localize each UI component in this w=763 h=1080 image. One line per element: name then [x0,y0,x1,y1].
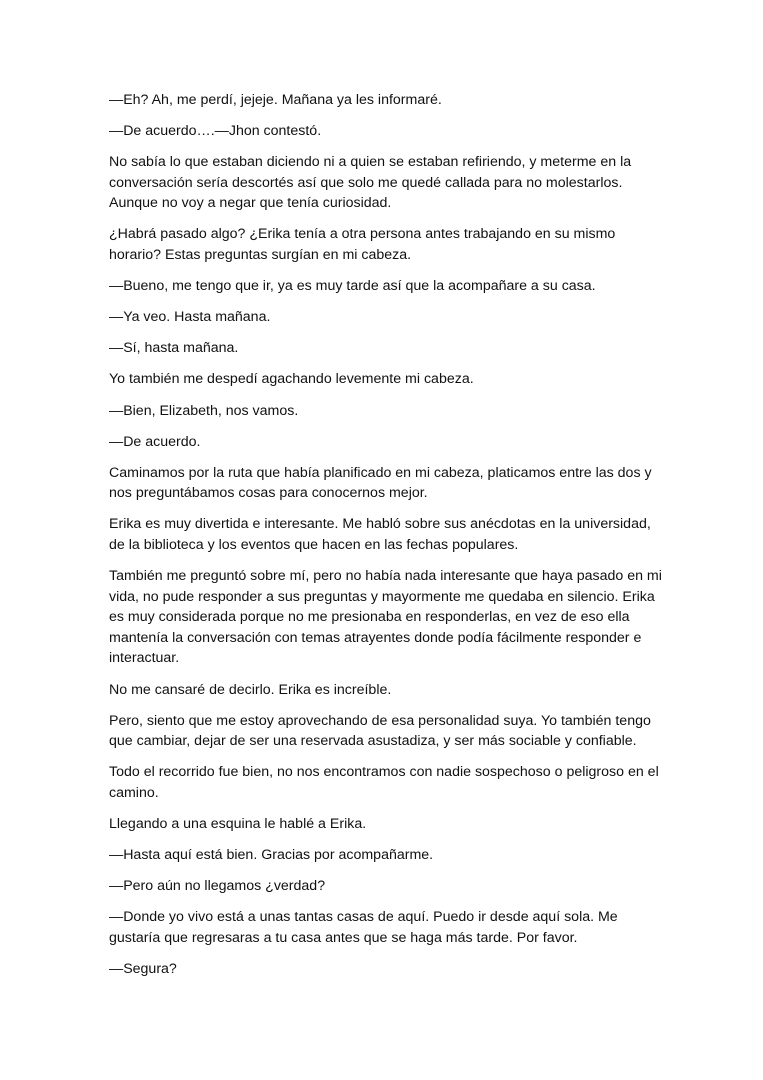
document-body [109,90,669,990]
paragraph-3: No sabía lo que estaban diciendo ni a quien se estaban refiriendo, y meterme en la conversación sería descortés así que solo me quedé callada para no molestarlos. Aunque no voy a negar que tenía curiosidad. [109,154,632,212]
paragraph-4: ¿Habrá pasado algo? ¿Erika tenía a otra persona antes trabajando en su mismo horario? Estas preguntas surgían en mi cabeza. [109,226,616,264]
paragraph-8: Yo también me despedí agachando levemente mi cabeza. [109,371,474,388]
paragraph-2: —De acuerdo….—Jhon contestó. [109,123,322,140]
paragraph-17: Llegando a una esquina le hablé a Erika. [109,816,367,833]
paragraph-13: También me preguntó sobre mí, pero no había nada interesante que haya pasado en mi vida, no pude responder a sus preguntas y mayormente me quedaba en silencio. Erika es muy considerada porque no me presionaba en responderlas, en vez de eso ella mantenía la conversación con temas atrayentes donde podía fácilmente responder e interactuar. [109,568,662,667]
paragraph-7: —Sí, hasta mañana. [109,340,239,357]
paragraph-10: —De acuerdo. [109,433,201,450]
paragraph-14: No me cansaré de decirlo. Erika es increíble. [109,681,392,698]
paragraph-11: Caminamos por la ruta que había planificado en mi cabeza, platicamos entre las dos y nos preguntábamos cosas para conocernos mejor. [109,464,652,502]
paragraph-15: Pero, siento que me estoy aprovechando de esa personalidad suya. Yo también tengo que cambiar, dejar de ser una reservada asustadiza, y ser más sociable y confiable. [109,712,651,750]
paragraph-16: Todo el recorrido fue bien, no nos encontramos con nadie sospechoso o peligroso en el camino. [109,764,659,801]
paragraph-18: —Hasta aquí está bien. Gracias por acompañarme. [109,847,434,864]
paragraph-1: —Eh? Ah, me perdí, jejeje. Mañana ya les informaré. [109,92,442,108]
paragraph-19: —Pero aún no llegamos ¿verdad? [109,878,326,895]
paragraph-9: —Bien, Elizabeth, nos vamos. [109,402,299,419]
paragraph-5: —Bueno, me tengo que ir, ya es muy tarde así que la acompañare a su casa. [109,278,596,295]
paragraph-12: Erika es muy divertida e interesante. Me habló sobre sus anécdotas en la universidad, de la biblioteca y los eventos que hacen en las fechas populares. [109,516,651,553]
paragraph-20: —Donde yo vivo está a unas tantas casas de aquí. Puedo ir desde aquí sola. Me gustaría que regresaras a tu casa antes que se haga más tarde. Por favor. [109,909,618,946]
paragraph-6: —Ya veo. Hasta mañana. [109,309,271,326]
paragraph-21: —Segura? [109,961,177,977]
